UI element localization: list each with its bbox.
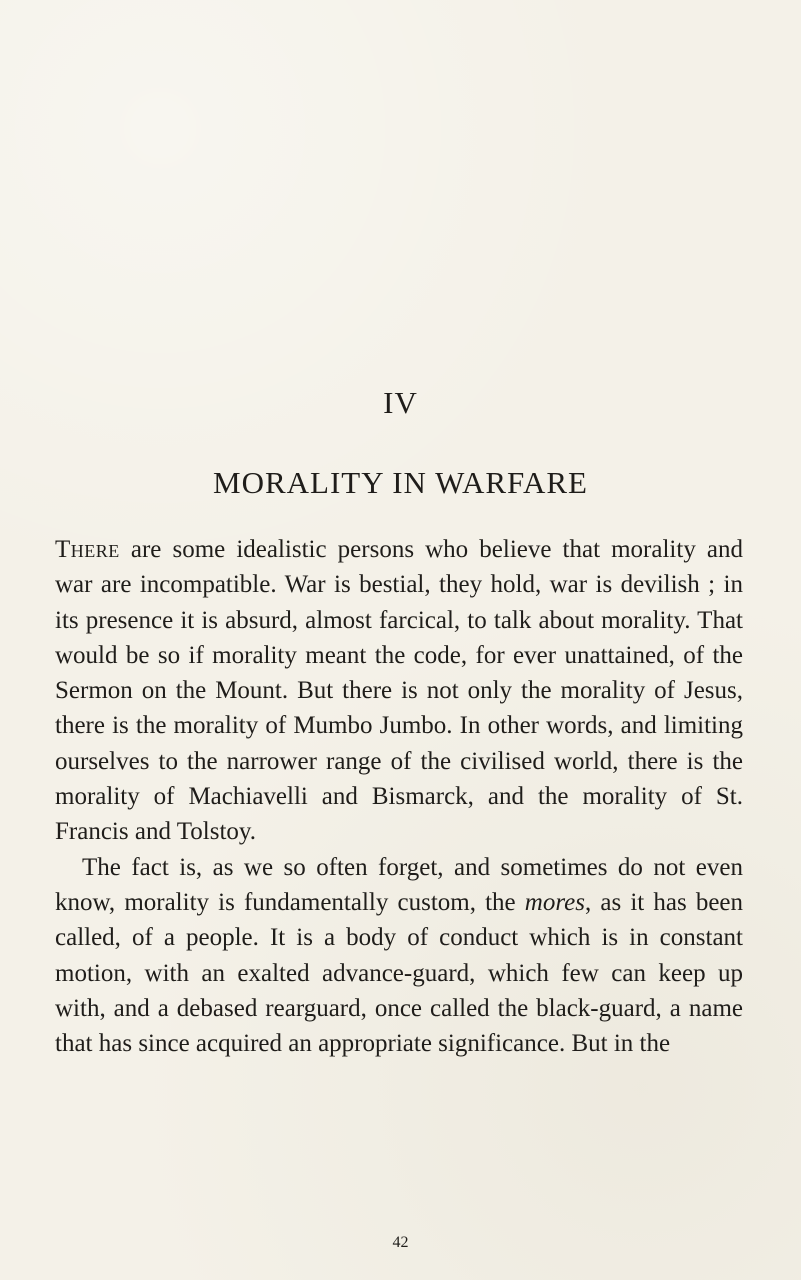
paragraph-2	[55, 850, 743, 1062]
page-number: 42	[392, 1234, 409, 1251]
body-text	[55, 532, 743, 1061]
paragraph-2-italic-word: mores	[524, 888, 585, 916]
paragraph-2-text-before-italic: The fact is, as we so often forget, and sometimes do not even know, morality is fundamentally custom, the	[55, 853, 743, 916]
chapter-title: MORALITY IN WARFARE	[213, 465, 588, 500]
paragraph-1	[55, 532, 743, 850]
chapter-number: IV	[383, 385, 418, 420]
paragraph-1-lead: There	[55, 536, 120, 563]
paragraph-2-text-after-italic: , as it has been called, of a people. It is a body of conduct which is in constant motion, with an exalted advance-guard, which few can keep up with, and a debased rearguard, once called the black-guard, a name that has since acquired an appropriate significance. But in the	[55, 888, 744, 1058]
paragraph-1-text: are some idealistic persons who believe that morality and war are incompatible. War is bestial, they hold, war is devilish ; in its presence it is absurd, almost farcical, to talk about morality. That would be so if morality meant the code, for ever unattained, of the Sermon on the Mount. But there is not only the morality of Jesus, there is the morality of Mumbo Jumbo. In other words, and limiting ourselves to the narrower range of the civilised world, there is the morality of Machiavelli and Bismarck, and the morality of St. Francis and Tolstoy.	[55, 536, 743, 846]
